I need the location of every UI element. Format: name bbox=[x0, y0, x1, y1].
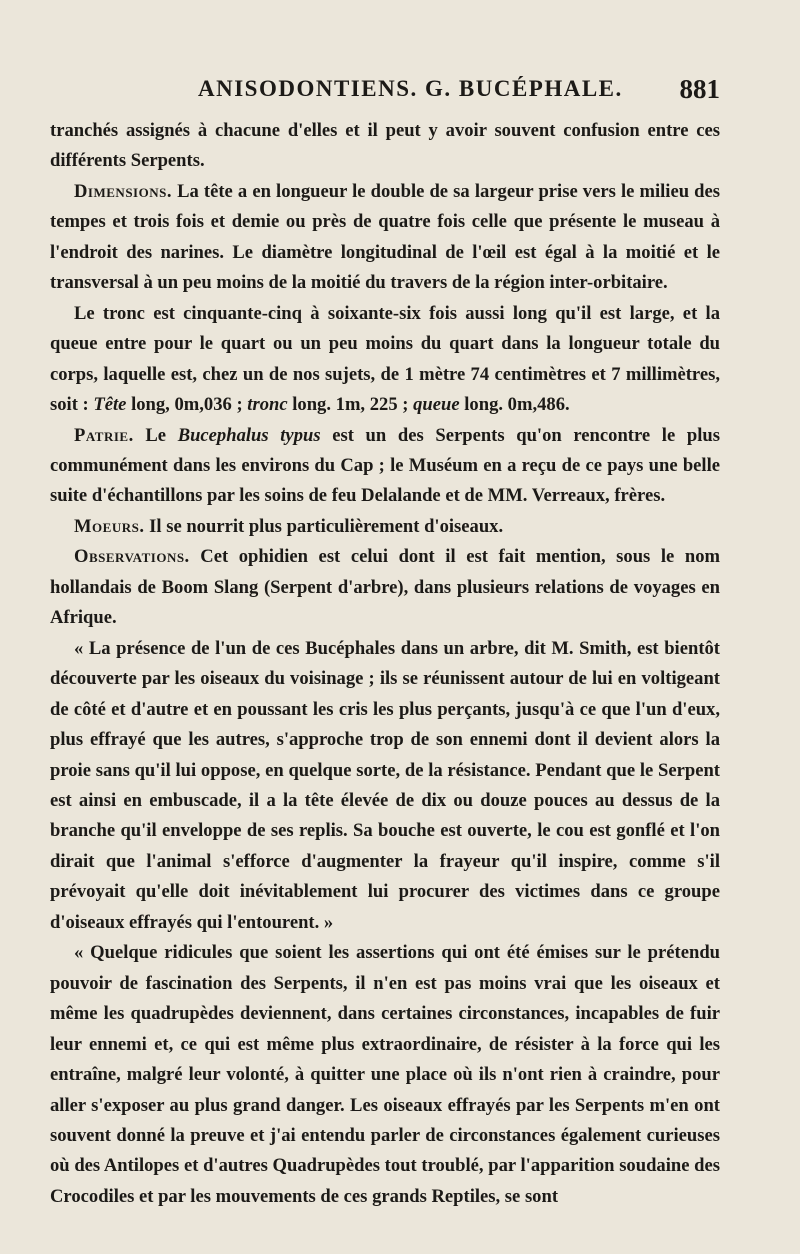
paragraph-text: « Quelque ridicules que soient les assertions qui ont été émises sur le prétendu pouvoir de fascination des Serpents, il n'en est pas moins vrai que les oiseaux et même les quadrupèdes deviennent, dans certaines circonstances, incapables de fuir leur ennemi et, ce qui est même plus extraordinaire, de résister à la force qui les entraîne, malgré leur volonté, à quitter une place où ils n'ont rien à craindre, pour aller s'exposer au plus grand danger. Les oiseaux effrayés par les Serpents m'en ont souvent donné la preuve et j'ai entendu parler de circonstances également curieuses où des Antilopes et d'autres Quadrupèdes tout troublé, par l'apparition soudaine des Crocodiles et par les mouvements de ces grands Reptiles, se sont bbox=[50, 942, 720, 1207]
paragraph-text: « La présence de l'un de ces Bucéphales dans un arbre, dit M. Smith, est bientôt découverte par les oiseaux du voisinage ; ils se réunissent autour de lui en voltigeant de côté et d'autre et en poussant les cris les plus perçants, jusqu'à ce que l'un d'eux, plus effrayé que les autres, s'approche trop de son ennemi dont il devient alors la proie sans qu'il lui oppose, en quelque sorte, de la résistance. Pendant que le Serpent est ainsi en embuscade, il a la tête élevée de dix ou douze pouces au dessus de la branche qu'il enveloppe de ses replis. Sa bouche est ouverte, le cou est gonflé et l'on dirait que l'animal s'efforce d'augmenter la frayeur qu'il inspire, comme s'il prévoyait qu'elle doit inévitablement lui procurer des victimes dans ce groupe d'oiseaux effrayés qui l'entourent. » bbox=[50, 637, 720, 933]
paragraph-trunk-measurements bbox=[50, 299, 720, 421]
paragraph-quote-smith bbox=[50, 634, 720, 939]
section-label-observations: Observations. bbox=[74, 546, 190, 568]
section-label-patrie: Patrie. bbox=[74, 424, 134, 446]
measure-label-head: Tête bbox=[93, 394, 127, 416]
paragraph-continuation bbox=[50, 116, 720, 177]
body-text bbox=[50, 116, 720, 1212]
paragraph-text: Le bbox=[145, 424, 167, 446]
measure-label-tail: queue bbox=[413, 394, 460, 416]
paragraph-patrie bbox=[50, 421, 720, 512]
paragraph-moeurs bbox=[50, 512, 720, 542]
paragraph-text: Il se nourrit plus particulièrement d'oiseaux. bbox=[149, 515, 504, 537]
paragraph-dimensions bbox=[50, 177, 720, 299]
paragraph-text: est un des Serpents qu'on rencontre le plus communément dans les environs du Cap ; le Muséum en a reçu de ce pays une belle suite d'échantillons par les soins de feu Delalande et de MM. Verreaux, frères. bbox=[50, 424, 720, 507]
paragraph-quote-fascination bbox=[50, 938, 720, 1212]
measure-value-tail: long. 0m,486. bbox=[464, 394, 570, 416]
running-head bbox=[50, 76, 720, 116]
paragraph-text: Le tronc est cinquante-cinq à soixante-six fois aussi long qu'il est large, et la queue entre pour le quart ou un peu moins du quart dans la longueur totale du corps, laquelle est, chez un de nos sujets, de 1 mètre 74 centimètres et 7 millimètres, soit : bbox=[50, 302, 720, 416]
measure-label-trunk: tronc bbox=[247, 394, 288, 416]
paragraph-observations bbox=[50, 542, 720, 633]
paragraph-text: La tête a en longueur le double de sa largeur prise vers le milieu des tempes et trois fois et demie ou près de quatre fois celle que présente le museau à l'endroit des narines. Le diamètre longitudinal de l'œil est égal à la moitié et le transversal à un peu moins de la moitié du travers de la région inter-orbitaire. bbox=[50, 180, 721, 294]
measure-value-head: long, 0m,036 ; bbox=[131, 394, 243, 416]
species-name: Bucephalus typus bbox=[177, 424, 321, 446]
paragraph-text: Cet ophidien est celui dont il est fait mention, sous le nom hollandais de Boom Slang (Serpent d'arbre), dans plusieurs relations de voyages en Afrique. bbox=[50, 546, 720, 629]
section-label-dimensions: Dimensions. bbox=[74, 180, 172, 202]
section-label-moeurs: Moeurs. bbox=[74, 515, 145, 537]
page-number: 881 bbox=[679, 74, 720, 104]
running-title: ANISODONTIENS. G. BUCÉPHALE. bbox=[198, 76, 623, 101]
paragraph-text: tranchés assignés à chacune d'elles et il peut y avoir souvent confusion entre ces différents Serpents. bbox=[50, 120, 720, 172]
measure-value-trunk: long. 1m, 225 ; bbox=[292, 394, 409, 416]
